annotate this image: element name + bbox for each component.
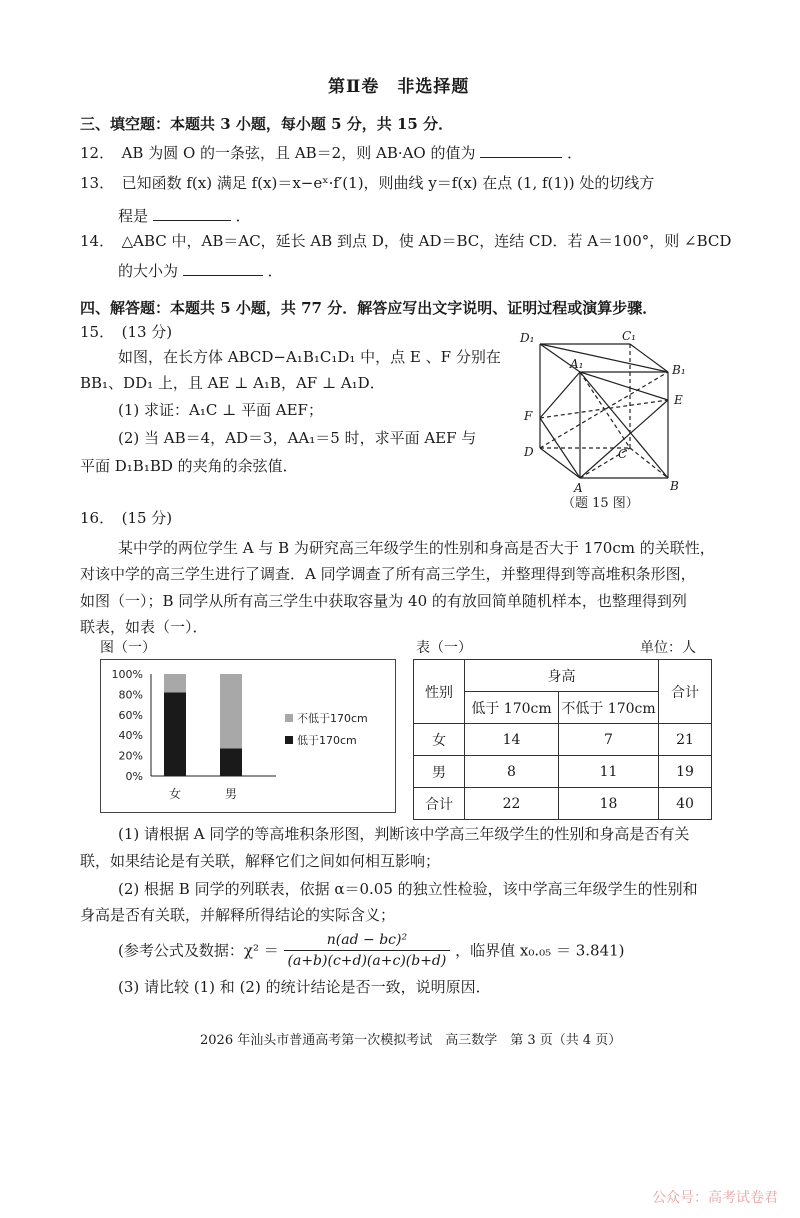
q16-part2a: (2) 根据 B 同学的列联表，依据 α＝0.05 的独立性检验，该中学高三年级学生的性别和 bbox=[118, 880, 698, 898]
page-footer: 2026 年汕头市普通高考第一次模拟考试 高三数学 第 3 页（共 4 页） bbox=[200, 1033, 622, 1048]
header-total: 合计 bbox=[659, 660, 712, 724]
label-D: D bbox=[524, 445, 534, 459]
bar-segment bbox=[164, 674, 186, 692]
table1-title: 表（一） bbox=[416, 640, 472, 656]
legend-label: 不低于170cm bbox=[297, 712, 368, 725]
q15-number: 15． (13 分) bbox=[80, 323, 173, 341]
bar-segment bbox=[220, 748, 242, 776]
q14-end: ． bbox=[267, 262, 283, 280]
q16-part1a: (1) 请根据 A 同学的等高堆积条形图，判断该中学高三年级学生的性别和身高是否有关 bbox=[118, 825, 690, 843]
formula-denominator: (a+b)(c+d)(a+c)(b+d) bbox=[287, 953, 447, 969]
q16-number: 16． (15 分) bbox=[80, 509, 173, 527]
q13-line2 bbox=[118, 204, 251, 226]
label-C: C bbox=[618, 447, 628, 461]
q15-part2: (2) 当 AB＝4，AD＝3，AA₁＝5 时，求平面 AEF 与 bbox=[118, 429, 477, 447]
y-tick-label: 80% bbox=[118, 688, 143, 702]
cuboid-figure bbox=[510, 326, 700, 494]
section-title: 第Ⅱ卷 非选择题 bbox=[328, 77, 470, 97]
cell-total: 21 bbox=[659, 724, 712, 756]
q16-para1: 某中学的两位学生 A 与 B 为研究高三年级学生的性别和身高是否大于 170cm 的关联性， bbox=[118, 539, 715, 557]
q16-reference bbox=[118, 930, 625, 971]
q12-blank bbox=[480, 141, 562, 158]
label-D1: D₁ bbox=[520, 331, 535, 345]
figure1-title: 图（一） bbox=[100, 640, 156, 656]
legend-label: 低于170cm bbox=[297, 734, 357, 747]
cell-total: 40 bbox=[659, 788, 712, 820]
q16-part3: (3) 请比较 (1) 和 (2) 的统计结论是否一致，说明原因． bbox=[118, 978, 491, 996]
chi-square-formula bbox=[284, 930, 451, 971]
q14-blank bbox=[183, 259, 263, 276]
table-row bbox=[414, 756, 712, 788]
q13-line1: 13． 已知函数 f(x) 满足 f(x)＝x−eˣ·f′(1)，则曲线 y＝f(x) 在点 (1, f(1)) 处的切线方 bbox=[80, 174, 655, 192]
ref-suffix: ，临界值 x₀.₀₅ ＝ 3.841) bbox=[455, 941, 625, 960]
contingency-table bbox=[413, 659, 712, 820]
q14-line2 bbox=[118, 259, 283, 281]
cell-notbelow: 18 bbox=[559, 788, 659, 820]
y-tick-label: 40% bbox=[118, 729, 143, 743]
table-row bbox=[414, 724, 712, 756]
q16-para3: 如图（一）；B 同学从所有高三学生中获取容量为 40 的有放回简单随机样本，也整理得到列 bbox=[80, 592, 687, 610]
row-label: 合计 bbox=[414, 788, 465, 820]
watermark: 公众号：高考试卷君 bbox=[652, 1190, 778, 1206]
q12 bbox=[80, 141, 582, 163]
section4-heading: 四、解答题：本题共 5 小题，共 77 分．解答应写出文字说明、证明过程或演算步骤． bbox=[80, 299, 658, 317]
cell-below: 8 bbox=[465, 756, 559, 788]
stacked-bar-chart bbox=[100, 659, 396, 813]
chart-svg bbox=[101, 660, 395, 812]
q16-part1b: 联，如果结论是有关联，解释它们之间如何相互影响； bbox=[80, 852, 441, 870]
bar-segment bbox=[164, 692, 186, 776]
cell-below: 22 bbox=[465, 788, 559, 820]
q15-part1: (1) 求证：A₁C ⊥ 平面 AEF； bbox=[118, 401, 323, 419]
q14-line1: 14． △ABC 中，AB＝AC，延长 AB 到点 D，使 AD＝BC，连结 CD．若 A＝100°，则 ∠BCD bbox=[80, 232, 732, 250]
row-label: 女 bbox=[414, 724, 465, 756]
legend-swatch bbox=[285, 714, 293, 722]
q14-line2-text: 的大小为 bbox=[118, 262, 179, 280]
q16-part2b: 身高是否有关联，并解释所得结论的实际含义； bbox=[80, 906, 396, 924]
y-tick-label: 100% bbox=[111, 668, 143, 681]
label-F: F bbox=[524, 409, 533, 423]
label-C1: C₁ bbox=[622, 329, 636, 343]
header-below: 低于 170cm bbox=[465, 692, 559, 724]
label-B1: B₁ bbox=[672, 363, 686, 377]
q16-para2: 对该中学的高三学生进行了调查．A 同学调查了所有高三学生，并整理得到等高堆积条形图， bbox=[80, 565, 696, 583]
cell-notbelow: 7 bbox=[559, 724, 659, 756]
ref-prefix: (参考公式及数据：χ² ＝ bbox=[118, 941, 279, 960]
q16-para4: 联表，如表（一）． bbox=[80, 618, 208, 636]
cell-total: 19 bbox=[659, 756, 712, 788]
y-tick-label: 60% bbox=[118, 708, 143, 722]
row-label: 男 bbox=[414, 756, 465, 788]
q12-text: 12． AB 为圆 O 的一条弦，且 AB＝2，则 AB·AO 的值为 bbox=[80, 144, 476, 162]
label-A1: A₁ bbox=[570, 357, 584, 371]
y-tick-label: 0% bbox=[125, 770, 143, 783]
header-height: 身高 bbox=[465, 660, 659, 692]
label-E: E bbox=[674, 393, 683, 407]
q13-end: ． bbox=[235, 207, 251, 225]
table1-unit: 单位：人 bbox=[640, 640, 696, 656]
cell-notbelow: 11 bbox=[559, 756, 659, 788]
q12-end: ． bbox=[567, 144, 583, 162]
q13-line2-text: 程是 bbox=[118, 207, 149, 225]
cell-below: 14 bbox=[465, 724, 559, 756]
q13-blank bbox=[153, 204, 231, 221]
q15-line2: BB₁、DD₁ 上，且 AE ⊥ A₁B，AF ⊥ A₁D． bbox=[80, 374, 385, 392]
legend-swatch bbox=[285, 736, 293, 744]
x-category-label: 男 bbox=[224, 787, 238, 801]
formula-numerator: n(ad − bc)² bbox=[284, 930, 451, 951]
section3-heading: 三、填空题：本题共 3 小题，每小题 5 分，共 15 分． bbox=[80, 115, 454, 133]
label-B: B bbox=[670, 479, 679, 493]
label-A: A bbox=[574, 481, 583, 494]
x-category-label: 女 bbox=[168, 787, 182, 801]
table-row bbox=[414, 788, 712, 820]
q15-line5: 平面 D₁B₁BD 的夹角的余弦值． bbox=[80, 457, 298, 475]
figure15-caption: （题 15 图） bbox=[562, 496, 639, 511]
header-notbelow: 不低于 170cm bbox=[559, 692, 659, 724]
y-tick-label: 20% bbox=[118, 749, 143, 763]
q15-line1: 如图，在长方体 ABCD−A₁B₁C₁D₁ 中，点 E 、F 分别在 bbox=[118, 348, 501, 366]
bar-segment bbox=[220, 674, 242, 748]
header-gender: 性别 bbox=[414, 660, 465, 724]
